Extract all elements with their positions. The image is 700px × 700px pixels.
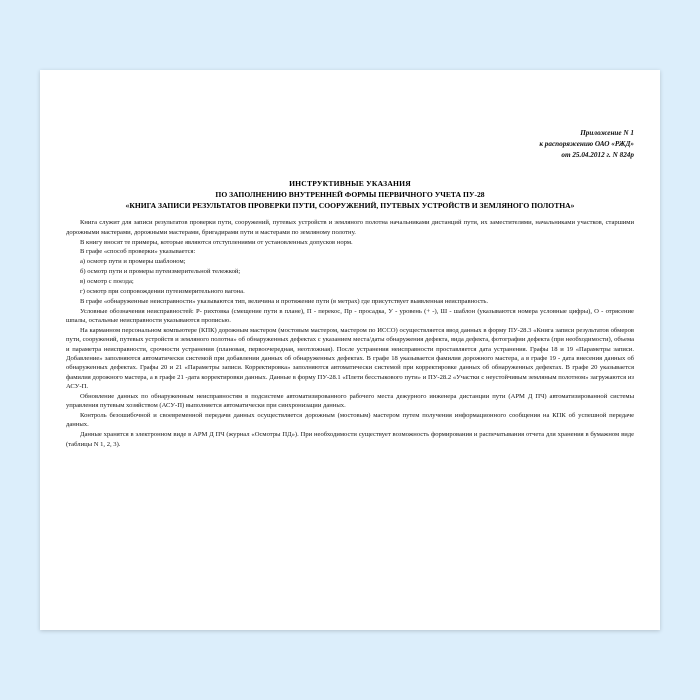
paragraph: В графе «способ проверки» указывается: <box>80 248 196 256</box>
page-title <box>66 178 634 211</box>
paragraph: б) осмотр пути и промеры путеизмерительной тележкой; <box>80 268 241 276</box>
paragraph: в) осмотр с поезда; <box>80 278 134 286</box>
paragraph: г) осмотр при сопровождении путеизмерительного вагона. <box>80 287 245 295</box>
paragraph: На карманном персональном компьютере (КПК) дорожным мастером (мостовым мастером, мастером по ИССО) осуществляется ввод данных в форму ПУ-28.3 «Книга записи результатов обмеров пути, сооружений, путевых устройств и земляного полотна» об обнаруженных дефектах с указанием места/даты обнаружения дефекта, вида дефекта, фотографии дефекта (при необходимости), объема и параметра неисправности, срочности устранения (плановая, первоочередная, неотложная). После устранения неисправности проставляется дата устранения. Графы 18 и 19 «Параметры записи. Добавление» заполняются автоматически системой при добавлении данных об обнаруженных дефектах. В графе 18 указывается фамилия дорожного мастера, а в графе 19 - дата внесения данных об обнаруженных дефектах. Графы 20 и 21 «Параметры записи. Корректировка» заполняются автоматически системой при корректировке данных об обнаруженных дефектах. В графе 20 указывается фамилия дорожного мастера, а в графе 21 -дата корректировки данных. Данные в форму ПУ-28.1 «Плети бесстыкового пути» и ПУ-28.2 «Участки с неустойчивым земляным полотном» загружаются из АСУ-П. <box>66 326 634 390</box>
paragraph: В книгу вносят те примеры, которые являются отступлениями от установленных допусков норм. <box>80 238 353 246</box>
paragraph: Данные хранятся в электронном виде в АРМ Д ПЧ (журнал «Осмотры ПД»). При необходимости существует возможность формирования и распечатывания отчета для хранения в бумажном виде (таблицы N 1, 2, 3). <box>66 431 634 448</box>
paragraph: Контроль безошибочной и своевременной передачи данных осуществляется дорожным (мостовым) мастером путем получения информационного сообщения на КПК об успешной передаче данных. <box>66 412 634 429</box>
title-line-1: ИНСТРУКТИВНЫЕ УКАЗАНИЯ <box>289 179 411 189</box>
title-line-2: ПО ЗАПОЛНЕНИЮ ВНУТРЕННЕЙ ФОРМЫ ПЕРВИЧНОГО УЧЕТА ПУ-28 <box>215 190 485 200</box>
appendix-block <box>66 128 634 160</box>
paragraph: В графе «обнаруженные неисправности» указываются тип, величина и протяжение пути (в метрах) где присутствует выявленная неисправность. <box>80 297 489 305</box>
appendix-line-1: Приложение N 1 <box>580 129 634 137</box>
appendix-line-3: от 25.04.2012 г. N 824р <box>561 150 634 159</box>
appendix-line-2: к распоряжению ОАО «РЖД» <box>539 139 634 148</box>
paragraph: Обновление данных по обнаруженным неисправностям в подсистеме автоматизированного рабочего места дежурного инженера дистанции пути (АРМ Д ПЧ) автоматизированной системы управления путевым хозяйством (АСУ-П) выполняется автоматически при синхронизации данных. <box>66 392 634 410</box>
document-body <box>66 218 634 449</box>
paragraph: Условные обозначения неисправностей: Р- рихтовка (смещение пути в плане), П - перекос, Пр - просадка, У - уровень (+ -), Ш - шаблон (указываются номера условные цифры), О - отрясение шпалы, остальные неисправности указываются прописью. <box>66 307 634 324</box>
document-content <box>40 70 660 630</box>
document-page <box>40 70 660 630</box>
title-line-3: «КНИГА ЗАПИСИ РЕЗУЛЬТАТОВ ПРОВЕРКИ ПУТИ, СООРУЖЕНИЙ, ПУТЕВЫХ УСТРОЙСТВ И ЗЕМЛЯНОГО ПОЛОТНА» <box>125 201 575 211</box>
paragraph: а) осмотр пути и промеры шаблоном; <box>80 258 186 266</box>
paragraph: Книга служит для записи результатов проверки пути, сооружений, путевых устройств и земляного полотна начальниками дистанций пути, их заместителями, начальниками участков, старшими дорожными мастерами, дорожными мастерами, бригадирами пути и мастерами по земляному полотну. <box>66 219 634 236</box>
